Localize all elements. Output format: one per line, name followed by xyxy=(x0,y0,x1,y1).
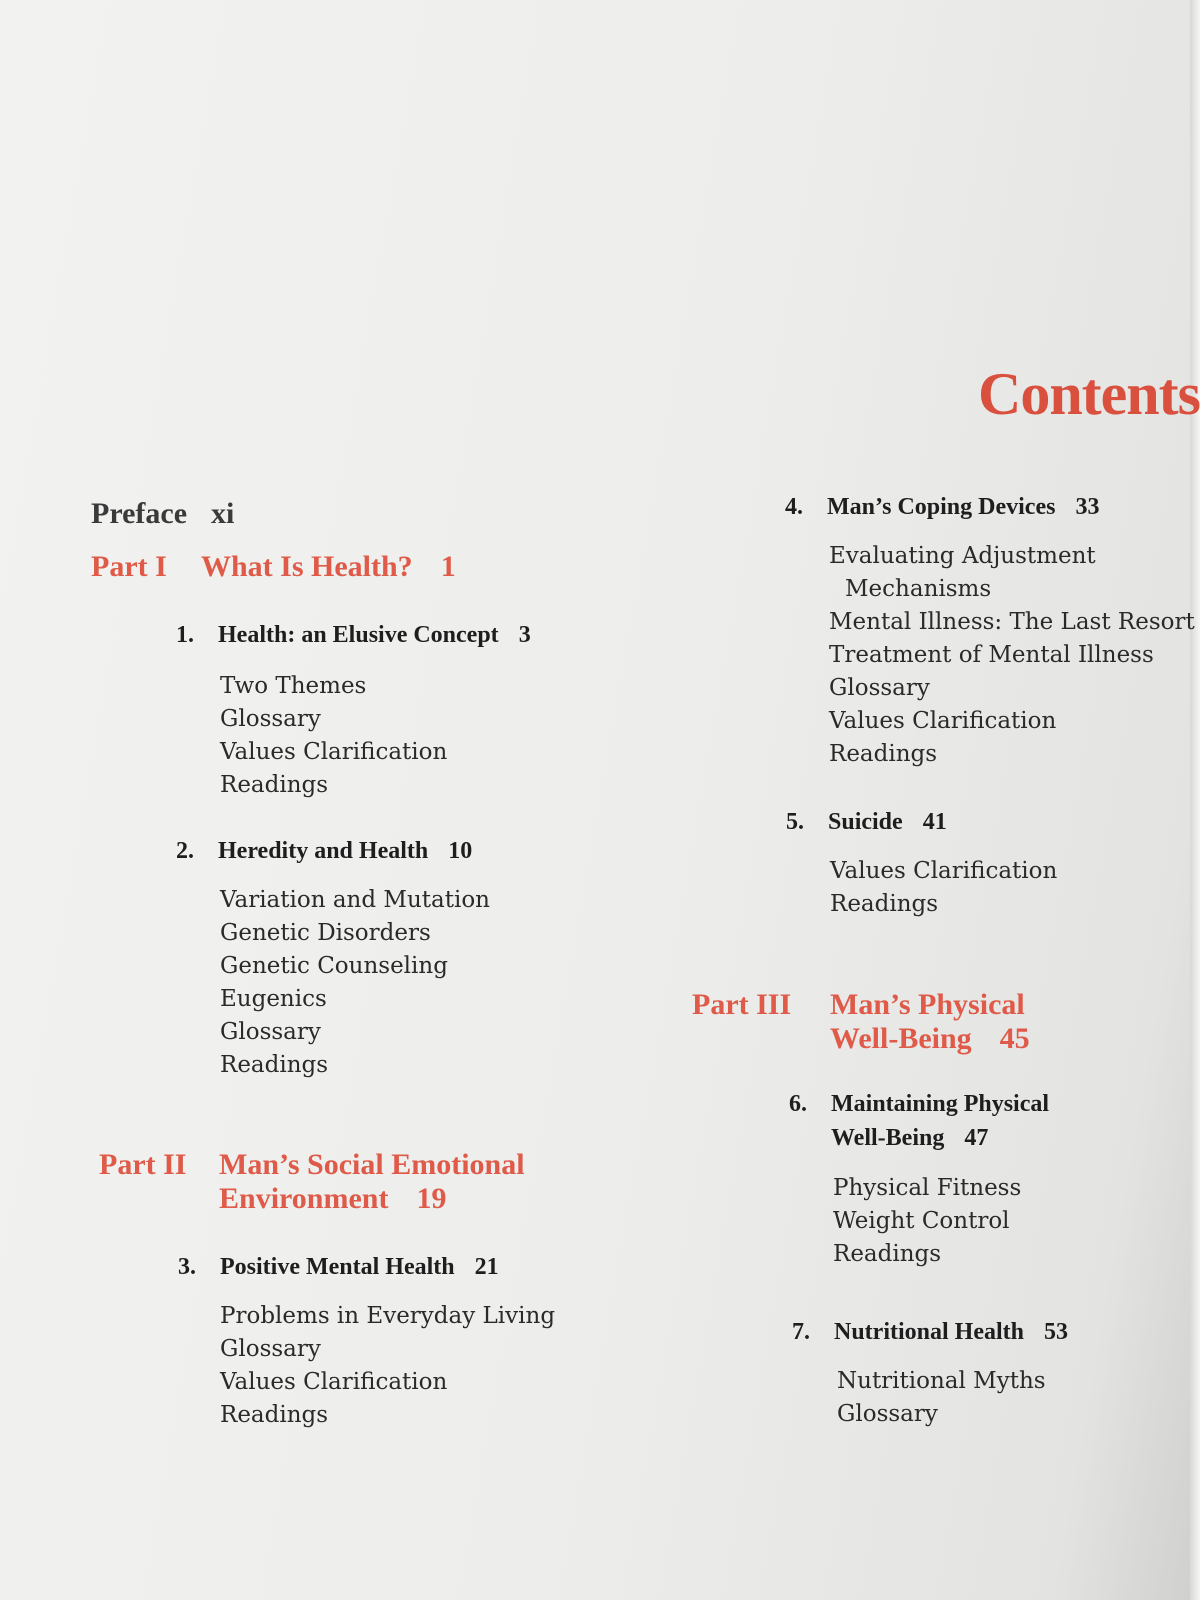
part-label: Part II xyxy=(99,1148,187,1181)
part-label: Part I xyxy=(91,550,167,583)
section-item: Readings xyxy=(830,891,939,917)
section-item: Glossary xyxy=(837,1401,938,1427)
preface-label: Preface xyxy=(91,497,188,530)
section-item: Glossary xyxy=(220,1019,321,1045)
chapter-2-sections xyxy=(220,884,490,1082)
chapter-title: Heredity and Health 10 xyxy=(218,838,473,864)
part-3-heading xyxy=(692,988,1112,1060)
part-title: Man’s Physical Well-Being 45 xyxy=(830,988,1030,1055)
section-item: Values Clarification xyxy=(220,1369,448,1395)
chapter-3-heading xyxy=(178,1250,628,1284)
section-item: Readings xyxy=(220,1052,329,1078)
section-item: Evaluating Adjustment xyxy=(829,543,1096,569)
chapter-title: Health: an Elusive Concept 3 xyxy=(218,622,531,648)
part-page: 19 xyxy=(416,1182,447,1215)
section-item: Glossary xyxy=(220,706,321,732)
chapter-number: 3. xyxy=(178,1254,196,1280)
part-2-heading xyxy=(99,1148,619,1220)
section-item: Readings xyxy=(833,1241,942,1267)
chapter-1-sections xyxy=(220,670,447,802)
part-title: What Is Health? 1 xyxy=(201,550,456,583)
page-title: Contents xyxy=(977,361,1200,427)
chapter-title: Nutritional Health 53 xyxy=(834,1319,1068,1345)
chapter-number: 6. xyxy=(789,1091,807,1117)
section-item: Readings xyxy=(220,1402,329,1428)
preface-entry xyxy=(91,497,234,531)
section-item: Values Clarification xyxy=(829,708,1057,734)
chapter-title: Maintaining Physical Well-Being 47 xyxy=(831,1091,1050,1151)
part-1-heading xyxy=(91,550,511,586)
section-item: Physical Fitness xyxy=(833,1175,1022,1201)
section-item: Genetic Counseling xyxy=(220,953,448,979)
chapter-7-heading xyxy=(792,1315,1192,1349)
chapter-title: Man’s Coping Devices 33 xyxy=(827,494,1100,520)
section-item: Mental Illness: The Last Resort xyxy=(829,609,1195,635)
section-item: Nutritional Myths xyxy=(837,1368,1046,1394)
part-page: 45 xyxy=(999,1022,1030,1055)
section-item: Values Clarification xyxy=(220,739,448,765)
chapter-7-sections xyxy=(837,1365,1046,1431)
chapter-4-sections xyxy=(829,540,1195,771)
section-item: Genetic Disorders xyxy=(220,920,431,946)
chapter-number: 2. xyxy=(176,838,194,864)
chapter-page: 33 xyxy=(1075,494,1100,520)
section-item: Weight Control xyxy=(833,1208,1010,1234)
chapter-2-heading xyxy=(176,834,626,868)
chapter-5-heading xyxy=(786,805,1186,839)
chapter-1-heading xyxy=(176,618,626,652)
chapter-page: 21 xyxy=(474,1254,499,1280)
chapter-number: 5. xyxy=(786,809,804,835)
chapter-page: 41 xyxy=(922,809,947,835)
chapter-number: 4. xyxy=(785,494,803,520)
chapter-title: Positive Mental Health 21 xyxy=(220,1254,499,1280)
section-item: Two Themes xyxy=(220,673,367,699)
chapter-5-sections xyxy=(830,855,1057,921)
chapter-4-heading xyxy=(785,490,1185,524)
chapter-title: Suicide 41 xyxy=(828,809,947,835)
chapter-6-heading xyxy=(789,1087,1189,1157)
chapter-page: 10 xyxy=(448,838,473,864)
chapter-number: 1. xyxy=(176,622,194,648)
section-item: Glossary xyxy=(220,1336,321,1362)
chapter-page: 47 xyxy=(964,1125,989,1151)
section-item: Glossary xyxy=(829,675,930,701)
chapter-number: 7. xyxy=(792,1319,810,1345)
chapter-page: 53 xyxy=(1044,1319,1068,1345)
section-item: Problems in Everyday Living xyxy=(220,1303,556,1329)
part-title: Man’s Social Emotional Environment 19 xyxy=(219,1148,525,1215)
section-item: Readings xyxy=(220,772,329,798)
part-label: Part III xyxy=(692,988,792,1021)
section-item: Values Clarification xyxy=(830,858,1058,884)
preface-page: xi xyxy=(211,497,235,530)
section-item: Eugenics xyxy=(220,986,327,1012)
section-item: Variation and Mutation xyxy=(220,887,490,913)
chapter-page: 3 xyxy=(518,622,531,648)
section-item: Mechanisms xyxy=(845,576,992,602)
part-page: 1 xyxy=(440,550,456,583)
section-item: Treatment of Mental Illness xyxy=(829,642,1154,668)
section-item: Readings xyxy=(829,741,938,767)
chapter-3-sections xyxy=(220,1300,555,1432)
page-edge xyxy=(1190,0,1200,1600)
chapter-6-sections xyxy=(833,1172,1021,1271)
